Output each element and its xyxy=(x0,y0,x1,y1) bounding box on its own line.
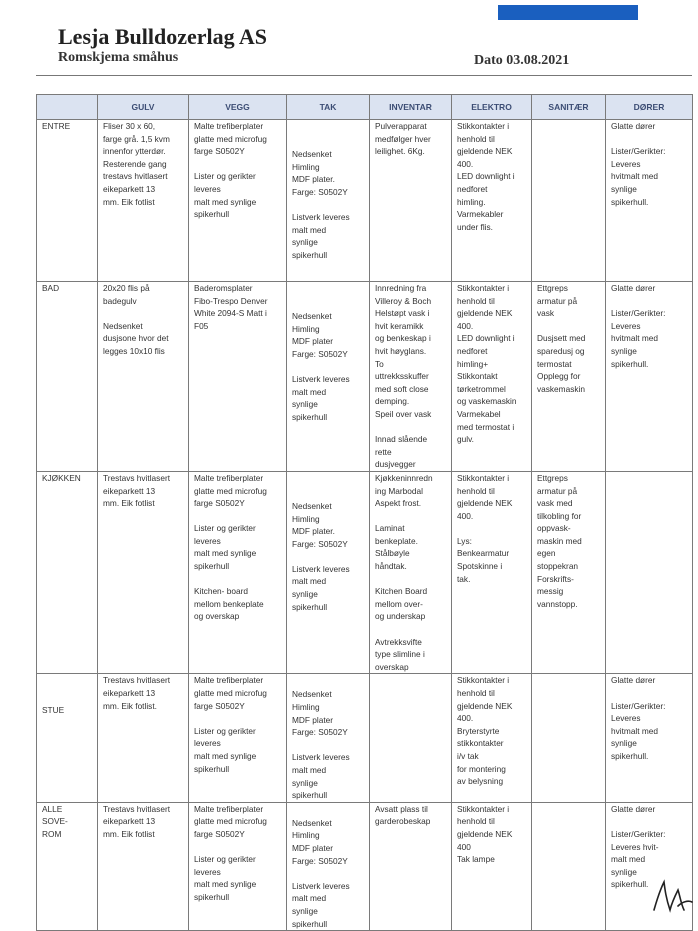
col-header-tak: TAK xyxy=(287,95,370,120)
table-row-alle-soverom xyxy=(37,802,693,930)
room-schedule-table xyxy=(36,94,693,931)
table-row-stue xyxy=(37,674,693,802)
cell-inventar: Innredning fra Villeroy & Boch Helstøpt vask i hvit keramikk og benkeskap i hvit høyglans. To uttrekksskuffer med soft close demping. Speil over vask Innad slående rette dusjvegger xyxy=(370,282,452,472)
room-label: ENTRE xyxy=(42,121,71,131)
cell-dorer: Glatte dører Lister/Gerikter: Leveres hvitmalt med synlige spikerhull. xyxy=(606,120,693,282)
col-header-gulv: GULV xyxy=(98,95,189,120)
cell-inventar xyxy=(370,674,452,802)
cell-inventar: Avsatt plass til garderobeskap xyxy=(370,802,452,930)
cell-elektro: Stikkontakter i henhold til gjeldende NEK 400 Tak lampe xyxy=(452,802,532,930)
cell-room xyxy=(37,802,98,930)
room-label: BAD xyxy=(42,283,60,293)
cell-tak: Nedsenket Himling MDF plater. Farge: S0502Y Listverk leveres malt med synlige spikerhull xyxy=(287,471,370,674)
cell-tak: Nedsenket Himling MDF plater Farge: S0502Y Listverk leveres malt med synlige spikerhull xyxy=(287,802,370,930)
cell-vegg: Malte trefiberplater glatte med microfug farge S0502Y Lister og gerikter leveres malt med synlige spikerhull xyxy=(189,120,287,282)
cell-elektro: Stikkontakter i henhold til gjeldende NEK 400. Lys: Benkearmatur Spotskinne i tak. xyxy=(452,471,532,674)
table-row-kjokken xyxy=(37,471,693,674)
cell-elektro: Stikkontakter i henhold til gjeldende NEK 400. Bryterstyrte stikkontakter i/v tak for montering av belysning xyxy=(452,674,532,802)
col-header-inventar: INVENTAR xyxy=(370,95,452,120)
handwritten-initials-mark xyxy=(648,876,694,916)
cell-sanitar: Ettgreps armatur på vask med tilkobling for oppvask- maskin med egen stoppekran Forskrifts- messig vannstopp. xyxy=(532,471,606,674)
company-name: Lesja Bulldozerlag AS xyxy=(58,24,268,49)
cell-gulv: Trestavs hvitlasert eikeparkett 13 mm. Eik fotlist. xyxy=(98,674,189,802)
cell-vegg: Baderomsplater Fibo-Trespo Denver White 2094-S Matt i F05 xyxy=(189,282,287,472)
cell-gulv: Trestavs hvitlasert eikeparkett 13 mm. Eik fotlist xyxy=(98,471,189,674)
cell-room xyxy=(37,120,98,282)
cell-vegg: Malte trefiberplater glatte med microfug farge S0502Y Lister og gerikter leveres malt med synlige spikerhull xyxy=(189,674,287,802)
cell-dorer xyxy=(606,471,693,674)
cell-elektro: Stikkontakter i henhold til gjeldende NEK 400. LED downlight i nedforet himling. Varmekabler under flis. xyxy=(452,120,532,282)
document-date: Dato 03.08.2021 xyxy=(474,53,570,68)
cell-sanitar xyxy=(532,802,606,930)
table-row-entre xyxy=(37,120,693,282)
cell-dorer: Glatte dører Lister/Gerikter: Leveres hvit- malt med synlige spikerhull. xyxy=(606,802,693,930)
cell-dorer: Glatte dører Lister/Gerikter: Leveres hvitmalt med synlige spikerhull. xyxy=(606,282,693,472)
cell-tak: Nedsenket Himling MDF plater. Farge: S0502Y Listverk leveres malt med synlige spikerhull xyxy=(287,120,370,282)
col-header-elektro: ELEKTRO xyxy=(452,95,532,120)
cell-tak: Nedsenket Himling MDF plater Farge: S0502Y Listverk leveres malt med synlige spikerhull xyxy=(287,282,370,472)
cell-tak: Nedsenket Himling MDF plater Farge: S0502Y Listverk leveres malt med synlige spikerhull xyxy=(287,674,370,802)
cell-gulv: Trestavs hvitlasert eikeparkett 13 mm. Eik fotlist xyxy=(98,802,189,930)
col-header-room xyxy=(37,95,98,120)
col-header-dorer: DØRER xyxy=(606,95,693,120)
cell-room xyxy=(37,471,98,674)
cell-sanitar: Ettgreps armatur på vask Dusjsett med sparedusj og termostat Opplegg for vaskemaskin xyxy=(532,282,606,472)
cell-vegg: Malte trefiberplater glatte med microfug farge S0502Y Lister og gerikter leveres malt med synlige spikerhull Kitchen- board mellom benkeplate og overskap xyxy=(189,471,287,674)
cell-room xyxy=(37,282,98,472)
col-header-sanitar: SANITÆR xyxy=(532,95,606,120)
room-label: KJØKKEN xyxy=(42,472,81,483)
room-label: STUE xyxy=(42,705,65,716)
cell-gulv: 20x20 flis på badegulv Nedsenket dusjsone hvor det legges 10x10 flis xyxy=(98,282,189,472)
cell-inventar: Kjøkkeninnredn ing Marbodal Aspekt frost. Laminat benkeplate. Stålbøyle håndtak. Kitchen Board mellom over- og underskap Avtrekksvifte type slimline i overskap xyxy=(370,471,452,674)
cell-gulv: Fliser 30 x 60, farge grå. 1,5 kvm innenfor ytterdør. Resterende gang trestavs hvitlasert eikeparkett 13 mm. Eik fotlist xyxy=(98,120,189,282)
cell-inventar: Pulverapparat medfølger hver leilighet. 6Kg. xyxy=(370,120,452,282)
table-header-row xyxy=(37,95,693,120)
blue-marker-bar xyxy=(498,5,638,20)
table-row-bad xyxy=(37,282,693,472)
cell-elektro: Stikkontakter i henhold til gjeldende NEK 400. LED downlight i nedforet himling+ Stikkontakt tørketrommel og vaskemaskin Varmekabel med termostat i gulv. xyxy=(452,282,532,472)
cell-sanitar xyxy=(532,120,606,282)
cell-sanitar xyxy=(532,674,606,802)
cell-dorer: Glatte dører Lister/Gerikter: Leveres hvitmalt med synlige spikerhull. xyxy=(606,674,693,802)
cell-room xyxy=(37,674,98,802)
cell-vegg: Malte trefiberplater glatte med microfug farge S0502Y Lister og gerikter leveres malt med synlige spikerhull xyxy=(189,802,287,930)
header-divider xyxy=(36,75,692,76)
col-header-vegg: VEGG xyxy=(189,95,287,120)
document-subtitle: Romskjema småhus xyxy=(58,50,179,65)
room-label: ALLE SOVE- ROM xyxy=(42,803,68,839)
